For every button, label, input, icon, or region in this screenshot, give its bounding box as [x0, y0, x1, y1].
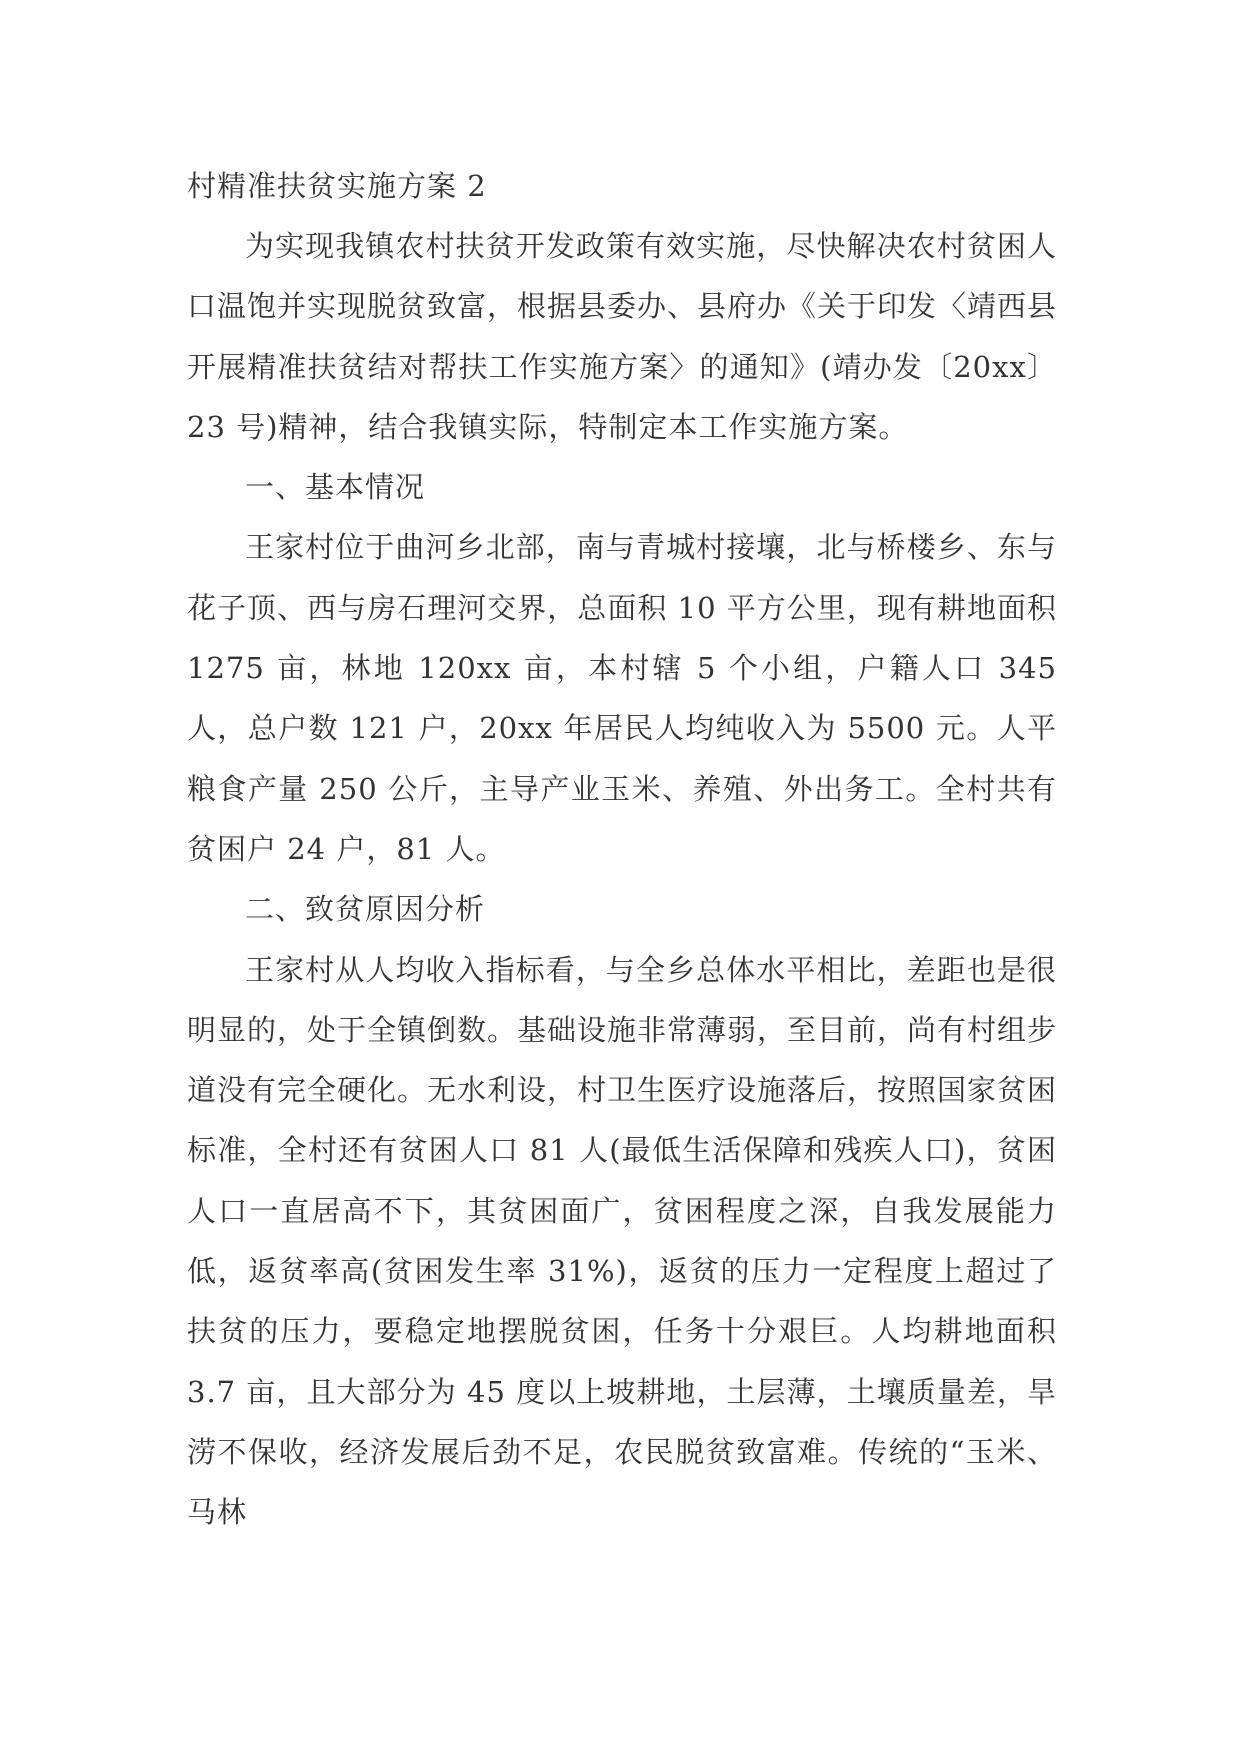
intro-paragraph: 为实现我镇农村扶贫开发政策有效实施，尽快解决农村贫困人口温饱并实现脱贫致富，根据县委办、县府办《关于印发〈靖西县开展精准扶贫结对帮扶工作实施方案〉的通知》(靖办发〔20xx〕23 号)精神，结合我镇实际，特制定本工作实施方案。: [187, 229, 1058, 444]
basic-situation-paragraph: 王家村位于曲河乡北部，南与青城村接壤，北与桥楼乡、东与花子顶、西与房石理河交界，总面积 10 平方公里，现有耕地面积 1275 亩，林地 120xx 亩，本村辖 5 个小组，户籍人口 345 人，总户数 121 户，20xx 年居民人均纯收入为 5500 元。人平粮食产量 250 公斤，主导产业玉米、养殖、外出务工。全村共有贫困户 24 户，81 人。: [187, 530, 1057, 866]
document-body: [187, 156, 1057, 1543]
document-title: 村精准扶贫实施方案 2: [187, 169, 487, 203]
section-heading-basic-situation: 一、基本情况: [245, 470, 426, 505]
poverty-causes-paragraph: 王家村从人均收入指标看，与全乡总体水平相比，差距也是很明显的，处于全镇倒数。基础设施非常薄弱，至目前，尚有村组步道没有完全硬化。无水利设，村卫生医疗设施落后，按照国家贫困标准，全村还有贫困人口 81 人(最低生活保障和残疾人口)，贫困人口一直居高不下，其贫困面广，贫困程度之深，自我发展能力低，返贫率高(贫困发生率 31%)，返贫的压力一定程度上超过了扶贫的压力，要稳定地摆脱贫困，任务十分艰巨。人均耕地面积 3.7 亩，且大部分为 45 度以上坡耕地，土层薄，土壤质量差，旱涝不保收，经济发展后劲不足，农民脱贫致富难。传统的“玉米、马林: [187, 952, 1058, 1530]
section-heading-poverty-causes: 二、致贫原因分析: [245, 892, 486, 927]
